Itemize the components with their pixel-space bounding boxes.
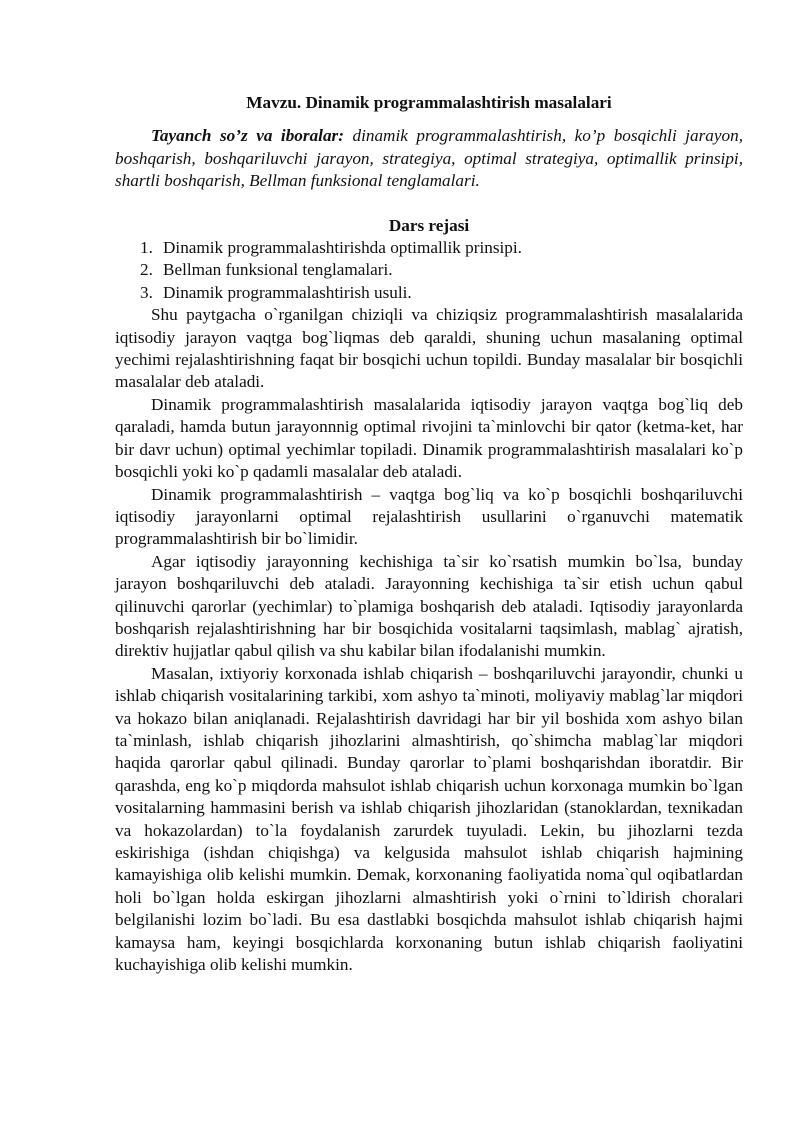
lesson-plan-title: Dars rejasi xyxy=(388,215,470,235)
body-paragraph: Shu paytgacha o`rganilgan chiziqli va chiziqsiz programmalashtirish masalalarida iqtisodiy jarayon vaqtga bog`liqmas deb qaraldi, shuning uchun masalaning optimal yechimi rejalashtirishning faqat bir bosqichi uchun topildi. Bunday masalalar bir bosqichli masalalar deb ataladi. xyxy=(115,305,743,392)
list-item-text: Dinamik programmalashtirish usuli. xyxy=(163,282,412,302)
list-item xyxy=(140,259,743,281)
list-item-number: 1. xyxy=(140,238,153,258)
body-paragraph: Masalan, ixtiyoriy korxonada ishlab chiqarish – boshqariluvchi jarayondir, chunki u ishlab chiqarish vositalarining tarkibi, xom ashyo ta`minoti, moliyaviy mablag`lar miqdori va hokazo bilan aniqlanadi. Rejalashtirish davridagi har bir yil boshida xom ashyo bilan ta`minlash, ishlab chiqarish jihozlarini almashtirish, qo`shimcha mablag`lar miqdori haqida qarorlar qabul qilinadi. Bunday qarorlar to`plami boshqarishdan iboratdir. Bir qarashda, eng ko`p miqdorda mahsulot ishlab chiqarish uchun korxonaga mumkin bo`lgan vositalarning hammasini berish va ishlab chiqarish jihozlaridan (stanoklardan, texnikadan va hokazolardan) to`la foydalanish zarurdek tuyuladi. Lekin, bu jihozlarni tezda eskirishiga (ishdan chiqishga) va kelgusida mahsulot ishlab chiqarish hajmining kamayishiga olib kelishi mumkin. Demak, korxonaning faoliyatida noma`qul oqibatlardan holi bo`lgan holda eskirgan jihozlarni almashtirish yoki o`rnini to`ldirish choralari belgilanishi lozim bo`ladi. Bu esa dastlabki bosqichda mahsulot ishlab chiqarish hajmi kamaysa ham, keyingi bosqichlarda korxonaning butun ishlab chiqarish faoliyatini kuchayishiga olib kelishi mumkin. xyxy=(115,663,743,975)
document-page xyxy=(115,92,743,976)
keywords-text: dinamik programmalashtirish, ko’p bosqichli jarayon, boshqarish, boshqariluvchi jarayon, strategiya, optimal strategiya, optimallik prinsipi, shartli boshqarish, Bellman funksional tenglamalari. xyxy=(115,126,743,191)
keywords-label: Tayanch so’z va iboralar: xyxy=(151,126,344,146)
page-title: Mavzu. Dinamik programmalashtirish masalalari xyxy=(246,93,612,112)
list-item-number: 3. xyxy=(140,282,153,302)
body-paragraph: Agar iqtisodiy jarayonning kechishiga ta`sir ko`rsatish mumkin bo`lsa, bunday jarayon boshqariluvchi deb ataladi. Jarayonning kechishiga ta`sir etish uchun qabul qilinuvchi qarorlar (yechimlar) to`plamiga boshqarish deb ataladi. Iqtisodiy jarayonlarda boshqarish rejalashtirishning har bir bosqichida vositalarni taqsimlash, mablag` ajratish, direktiv hujjatlar qabul qilish va shu kabilar bilan ifodalanishi mumkin. xyxy=(115,551,743,661)
list-item-text: Bellman funksional tenglamalari. xyxy=(163,260,393,280)
body-paragraph: Dinamik programmalashtirish masalalarida iqtisodiy jarayon vaqtga bog`liq deb qaraladi, hamda butun jarayonnnig optimal rivojini ta`minlovchi bir qator (ketma-ket, har bir davr uchun) optimal yechimlar topiladi. Dinamik programmalashtirish masalalari ko`p bosqichli yoki ko`p qadamli masalalar deb ataladi. xyxy=(115,394,743,482)
body-paragraph: Dinamik programmalashtirish – vaqtga bog`liq va ko`p bosqichli boshqariluvchi iqtisodiy jarayonlarni optimal rejalashtirish usullarini o`rganuvchi matematik programmalashtirish bir bo`limidir. xyxy=(115,484,743,549)
list-item-number: 2. xyxy=(140,260,153,280)
keywords-paragraph xyxy=(115,125,743,192)
list-item-text: Dinamik programmalashtirishda optimallik prinsipi. xyxy=(163,238,522,258)
lesson-plan-list xyxy=(115,237,743,304)
list-item xyxy=(140,237,743,259)
list-item xyxy=(140,282,743,304)
